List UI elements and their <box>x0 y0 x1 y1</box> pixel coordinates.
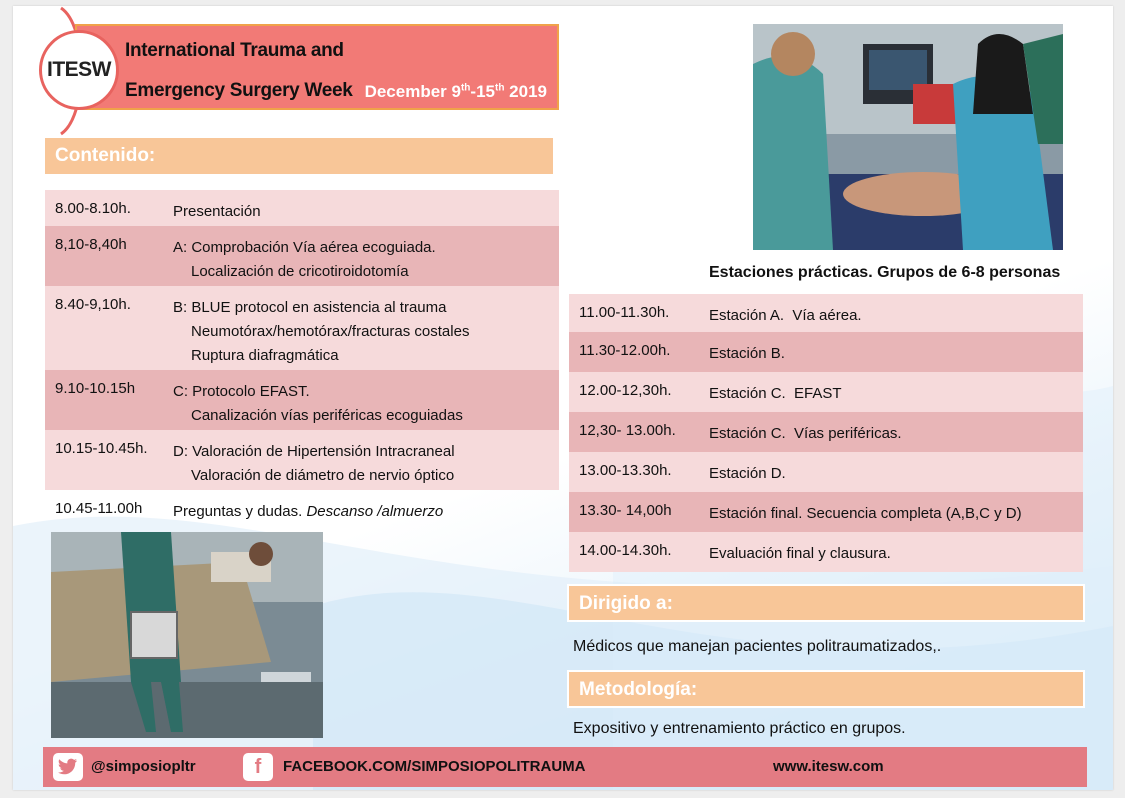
portable-ultrasound-photo <box>51 532 323 738</box>
row-desc: Estación final. Secuencia completa (A,B,C y D) <box>709 505 1022 522</box>
row-time: 10.15-10.45h. <box>55 440 148 457</box>
schedule-row <box>45 490 559 530</box>
row-desc: Estación C. Vías periféricas. <box>709 425 902 442</box>
schedule-row <box>45 226 559 286</box>
twitter-icon[interactable] <box>53 753 83 781</box>
row-time: 8.00-8.10h. <box>55 200 131 217</box>
row-desc: Estación C. EFAST <box>709 385 842 402</box>
title-band <box>75 24 559 110</box>
logo: ITESW <box>39 30 119 110</box>
row-time: 13.30- 14,00h <box>579 502 672 519</box>
row-time: 13.00-13.30h. <box>579 462 672 479</box>
station-row <box>569 412 1083 452</box>
website-link[interactable]: www.itesw.com <box>773 758 884 775</box>
row-time: 9.10-10.15h <box>55 380 136 397</box>
row-time: 14.00-14.30h. <box>579 542 672 559</box>
station-row <box>569 332 1083 372</box>
metodologia-text: Expositivo y entrenamiento práctico en grupos. <box>573 720 906 737</box>
station-row <box>569 372 1083 412</box>
dirigido-text: Médicos que manejan pacientes politraumatizados,. <box>573 638 942 655</box>
schedule-row <box>45 430 559 490</box>
station-row <box>569 294 1083 332</box>
row-desc: B: BLUE protocol en asistencia al trauma Neumotórax/hemotórax/fracturas costales Ruptura diafragmática <box>173 299 470 364</box>
row-time: 12.00-12,30h. <box>579 382 672 399</box>
row-time: 8.40-9,10h. <box>55 296 131 313</box>
row-time: 11.30-12.00h. <box>579 342 671 359</box>
dirigido-heading: Dirigido a: <box>567 584 1085 622</box>
station-row <box>569 452 1083 492</box>
row-desc: Preguntas y dudas. Descanso /almuerzo <box>173 503 444 520</box>
row-desc: D: Valoración de Hipertensión Intracraneal Valoración de diámetro de nervio óptico <box>173 443 455 484</box>
poster <box>13 6 1113 790</box>
footer-bar <box>43 747 1087 787</box>
row-time: 10.45-11.00h <box>55 500 143 517</box>
row-desc: Estación A. Vía aérea. <box>709 307 862 324</box>
row-time: 11.00-11.30h. <box>579 304 670 321</box>
title-line-1: International Trauma and <box>125 40 344 61</box>
estaciones-heading: Estaciones prácticas. Grupos de 6-8 personas <box>709 264 1061 281</box>
station-row <box>569 492 1083 532</box>
row-desc: Estación B. <box>709 345 785 362</box>
row-desc: A: Comprobación Vía aérea ecoguiada. Localización de cricotiroidotomía <box>173 239 436 280</box>
row-desc: Presentación <box>173 203 261 220</box>
station-row <box>569 532 1083 572</box>
row-desc: Evaluación final y clausura. <box>709 545 891 562</box>
schedule-row <box>45 370 559 430</box>
metodologia-heading: Metodología: <box>567 670 1085 708</box>
twitter-handle[interactable]: @simposiopltr <box>91 758 196 775</box>
photo-illustration <box>753 24 1063 250</box>
schedule-row <box>45 190 559 226</box>
row-desc: Estación D. <box>709 465 786 482</box>
schedule-row <box>45 286 559 370</box>
event-date: December 9th-15th 2019 <box>364 82 547 101</box>
facebook-link[interactable]: FACEBOOK.COM/SIMPOSIOPOLITRAUMA <box>283 758 586 775</box>
row-time: 12,30- 13.00h. <box>579 422 676 439</box>
title-line-2: Emergency Surgery Week <box>125 80 353 101</box>
photo-illustration-2 <box>51 532 323 738</box>
facebook-icon[interactable]: f <box>243 753 273 781</box>
ultrasound-training-photo <box>753 24 1063 250</box>
row-desc: C: Protocolo EFAST. Canalización vías periféricas ecoguiadas <box>173 383 463 424</box>
row-time: 8,10-8,40h <box>55 236 127 253</box>
contenido-heading: Contenido: <box>45 138 553 174</box>
